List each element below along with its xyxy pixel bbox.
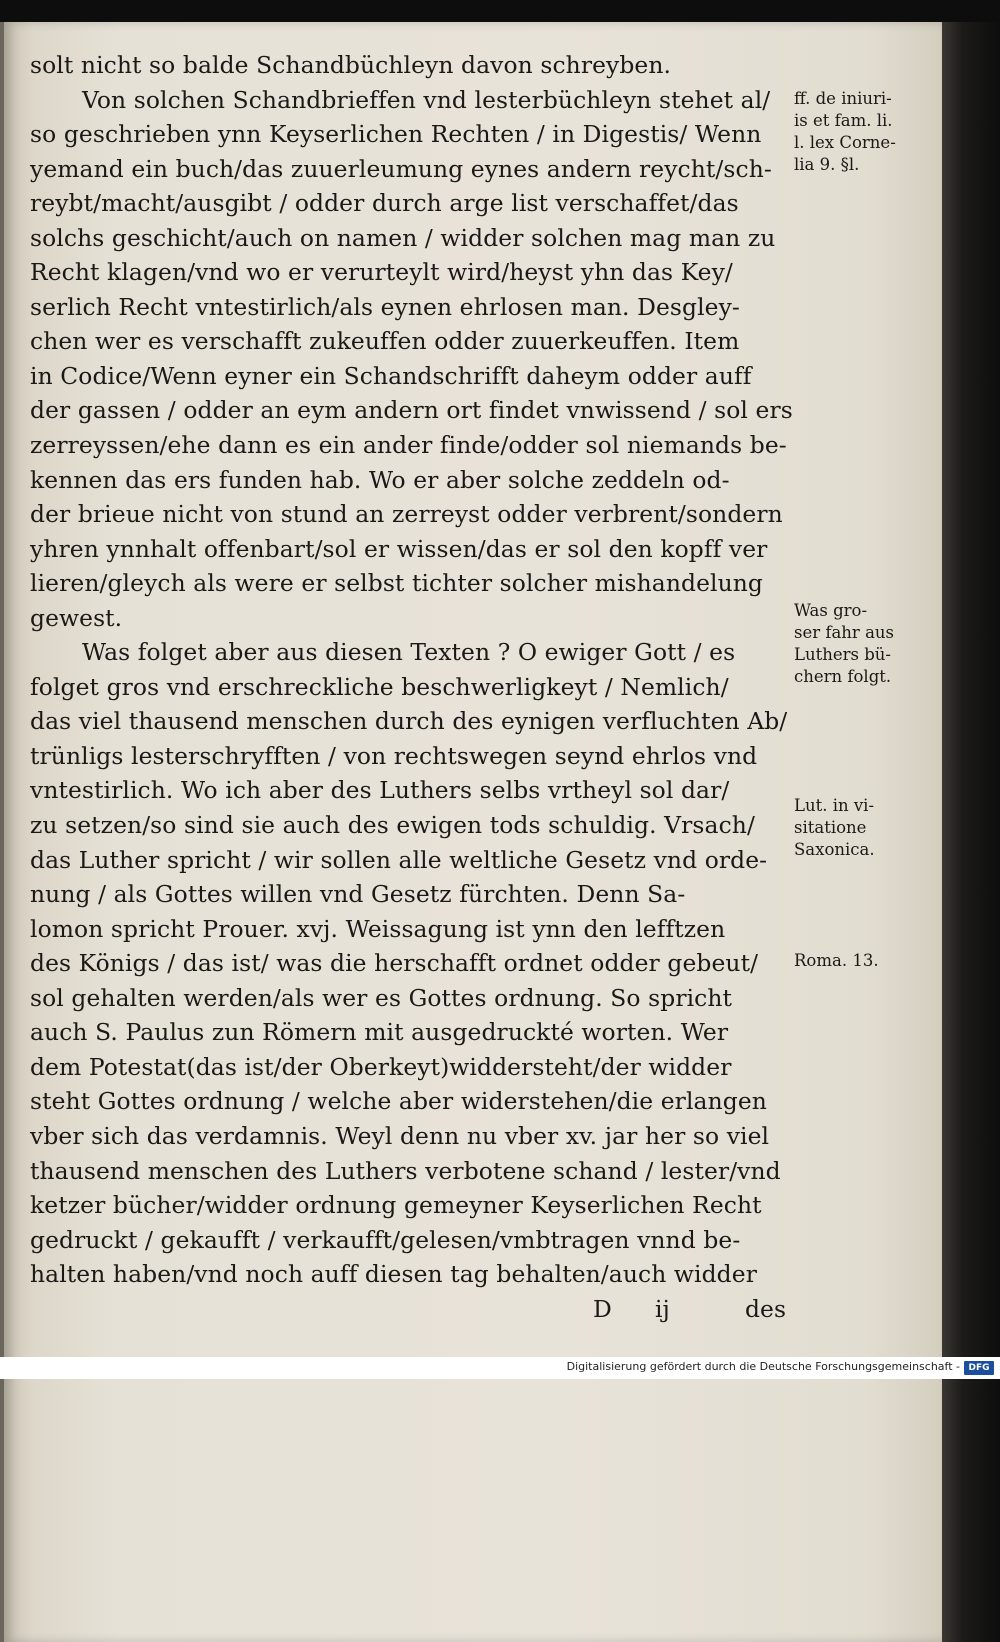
dfg-logo-icon: DFG [964,1361,994,1375]
margin-note-line: Luthers bü- [794,645,891,664]
margin-note-line: l. lex Corne- [794,133,896,152]
text-line: yhren ynnhalt offenbart/sol er wissen/das er sol den kopff ver [30,534,768,563]
text-line: nung / als Gottes willen vnd Gesetz fürchten. Denn Sa- [30,880,686,909]
margin-note-line: Was gro- [794,601,868,620]
text-line: Was folget aber aus diesen Texten ? O ewiger Gott / es [82,638,736,667]
text-line: Von solchen Schandbrieffen vnd lesterbüchleyn stehet al/ [82,85,771,114]
text-line: reybt/macht/ausgibt / odder durch arge list verschaffet/das [30,189,739,218]
page-gutter-shadow [942,22,1000,1642]
text-line: der brieue nicht von stund an zerreyst odder verbrent/sondern [30,500,783,529]
text-line: sol gehalten werden/als wer es Gottes ordnung. So spricht [30,983,733,1012]
margin-note-line: sitatione [794,818,867,837]
text-line: vntestirlich. Wo ich aber des Luthers selbs vrtheyl sol dar/ [30,776,730,805]
margin-note-line: Saxonica. [794,840,875,859]
text-line: serlich Recht vntestirlich/als eynen ehrlosen man. Desgley- [30,292,740,321]
text-line: ketzer bücher/widder ordnung gemeyner Keyserlichen Recht [30,1191,762,1220]
signature-mark: D [593,1294,612,1323]
text-line: steht Gottes ordnung / welche aber widerstehen/die erlangen [30,1087,767,1116]
text-line: auch S. Paulus zun Römern mit ausgedruckté worten. Wer [30,1018,729,1047]
signature-number: ij [654,1294,670,1323]
text-line: des Königs / das ist/ was die herschafft ordnet odder gebeut/ [30,949,759,978]
text-line: thausend menschen des Luthers verbotene schand / lester/vnd [30,1156,781,1185]
text-line: folget gros vnd erschreckliche beschwerligkeyt / Nemlich/ [30,672,729,701]
text-line: kennen das ers funden hab. Wo er aber solche zeddeln od- [30,465,730,494]
text-line: zerreyssen/ehe dann es ein ander finde/odder sol niemands be- [30,431,787,460]
signature-line [30,1292,787,1327]
footer-bar [0,1357,1000,1379]
footer-credit: Digitalisierung gefördert durch die Deutsche Forschungsgemeinschaft - [566,1360,960,1373]
margin-note-line: chern folgt. [794,667,892,686]
text-line: der gassen / odder an eym andern ort findet vnwissend / sol ers [30,396,793,425]
margin-note-romans [794,950,934,972]
text-line: so geschrieben ynn Keyserlichen Rechten / in Digestis/ Wenn [30,120,762,149]
text-line: trünligs lesterschryfften / von rechtswegen seynd ehrlos vnd [30,741,758,770]
text-line: halten haben/vnd noch auff diesen tag behalten/auch widder [30,1260,757,1289]
margin-note-line: Lut. in vi- [794,796,875,815]
text-line: lomon spricht Prouer. xvj. Weissagung ist ynn den lefftzen [30,914,726,943]
margin-note-line: Roma. 13. [794,951,879,970]
text-line: yemand ein buch/das zuuerleumung eynes andern reycht/sch- [30,154,772,183]
margin-note-line: is et fam. li. [794,111,893,130]
text-line: gewest. [30,603,123,632]
catchword: des [744,1294,787,1323]
text-line: solt nicht so balde Schandbüchleyn davon schreyben. [30,51,672,79]
main-text-block [30,48,793,1326]
text-line: lieren/gleych als were er selbst tichter solcher mishandelung [30,569,764,598]
text-line: solchs geschicht/auch on namen / widder solchen mag man zu [30,223,776,252]
margin-note-visitation [794,795,934,861]
margin-note-line: lia 9. §l. [794,155,860,174]
text-line: in Codice/Wenn eyner ein Schandschrifft daheym odder auff [30,361,752,390]
text-line: zu setzen/so sind sie auch des ewigen tods schuldig. Vrsach/ [30,811,755,840]
margin-note-line: ser fahr aus [794,623,894,642]
text-line: das viel thausend menschen durch des eynigen verfluchten Ab/ [30,707,788,736]
margin-note-legal-citation [794,88,934,176]
text-line: dem Potestat(das ist/der Oberkeyt)widdersteht/der widder [30,1052,732,1081]
margin-note-danger [794,600,934,688]
margin-note-line: ff. de iniuri- [794,89,892,108]
text-line: chen wer es verschafft zukeuffen odder zuuerkeuffen. Item [30,327,740,356]
text-line: vber sich das verdamnis. Weyl denn nu vber xv. jar her so viel [30,1121,770,1150]
text-line: Recht klagen/vnd wo er verurteylt wird/heyst yhn das Key/ [30,258,733,287]
text-line: das Luther spricht / wir sollen alle weltliche Gesetz vnd orde- [30,845,768,874]
text-line: gedruckt / gekaufft / verkaufft/gelesen/vmbtragen vnnd be- [30,1225,741,1254]
